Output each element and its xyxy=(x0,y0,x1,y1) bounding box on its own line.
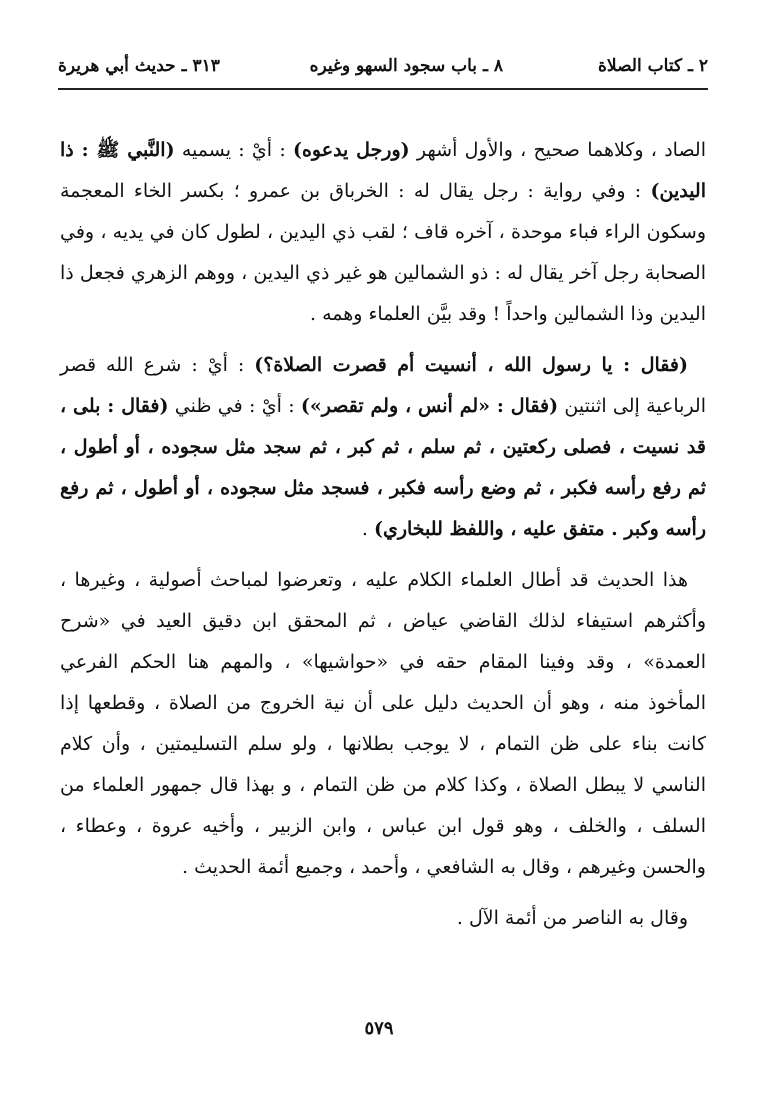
body-paragraph xyxy=(60,560,706,888)
page-body xyxy=(60,130,706,949)
quoted-hadith-text: (النَّبي ﷺ : ذا اليدين) xyxy=(60,139,706,202)
quoted-hadith-text: (فقال : بلى ، قد نسيت ، فصلى ركعتين ، ثم سلم ، ثم كبر ، ثم سجد مثل سجوده ، أو أطول ، ثم رفع رأسه فكبر ، ثم وضع رأسه فكبر ، فسجد مثل سجوده ، أو أطول ، ثم رفع رأسه وكبر . متفق عليه ، واللفظ للبخاري) xyxy=(60,395,706,540)
quoted-hadith-text: (فقال : يا رسول الله ، أنسيت أم قصرت الصلاة؟) xyxy=(254,354,688,376)
body-paragraph xyxy=(60,130,706,335)
body-paragraph xyxy=(60,345,706,550)
header-hadith-title: ٣١٣ ـ حديث أبي هريرة xyxy=(58,56,220,76)
commentary-text: هذا الحديث قد أطال العلماء الكلام عليه ، وتعرضوا لمباحث أصولية ، وغيرها ، وأكثرهم استيفاء لذلك القاضي عياض ، ثم المحقق ابن دقيق العيد في «شرح العمدة» ، وقد وفينا المقام حقه في «حواشيها» ، والمهم هنا الحكم الفرعي المأخوذ منه ، وهو أن الحديث دليل على أن نية الخروج من الصلاة ، وقطعها إذا كانت بناء على ظن التمام ، لا يوجب بطلانها ، ولو سلم التسليمتين ، وأن كلام الناسي لا يبطل الصلاة ، وكذا كلام من ظن التمام ، و بهذا قال جمهور العلماء من السلف ، والخلف ، وهو قول ابن عباس ، وابن الزبير ، وأخيه عروة ، وعطاء ، والحسن وغيرهم ، وقال به الشافعي ، وأحمد ، وجميع أئمة الحديث . xyxy=(60,569,706,878)
commentary-text: : وفي رواية : رجل يقال له : الخرباق بن عمرو ؛ بكسر الخاء المعجمة وسكون الراء فباء موحدة ، آخره قاف ؛ لقب ذي اليدين ، لطول كان في يديه ، وفي الصحابة رجل آخر يقال له : ذو الشمالين هو غير ذي اليدين ، ووهم الزهري فجعل ذا اليدين وذا الشمالين واحداً ! وقد بيَّن العلماء وهمه . xyxy=(60,180,706,325)
commentary-text: وقال به الناصر من أئمة الآل . xyxy=(456,907,688,929)
commentary-text: : أيْ : في ظني xyxy=(168,395,301,417)
commentary-text: : أيْ : يسميه xyxy=(174,139,293,161)
header-book-title: ٢ ـ كتاب الصلاة xyxy=(598,56,708,76)
header-divider xyxy=(58,88,708,90)
page-number: ٥٧٩ xyxy=(364,1018,394,1039)
quoted-hadith-text: (فقال : «لم أنس ، ولم تقصر») xyxy=(300,395,559,417)
commentary-text: . xyxy=(361,518,374,540)
body-paragraph xyxy=(60,898,706,939)
quoted-hadith-text: (ورجل يدعوه) xyxy=(292,139,410,161)
commentary-text: : أيْ : شرع الله قصر الرباعية إلى اثنتين xyxy=(60,354,707,417)
header-chapter-title: ٨ ـ باب سجود السهو وغيره xyxy=(309,56,503,76)
running-header xyxy=(58,56,708,86)
commentary-text: الصاد ، وكلاهما صحيح ، والأول أشهر xyxy=(409,139,706,161)
